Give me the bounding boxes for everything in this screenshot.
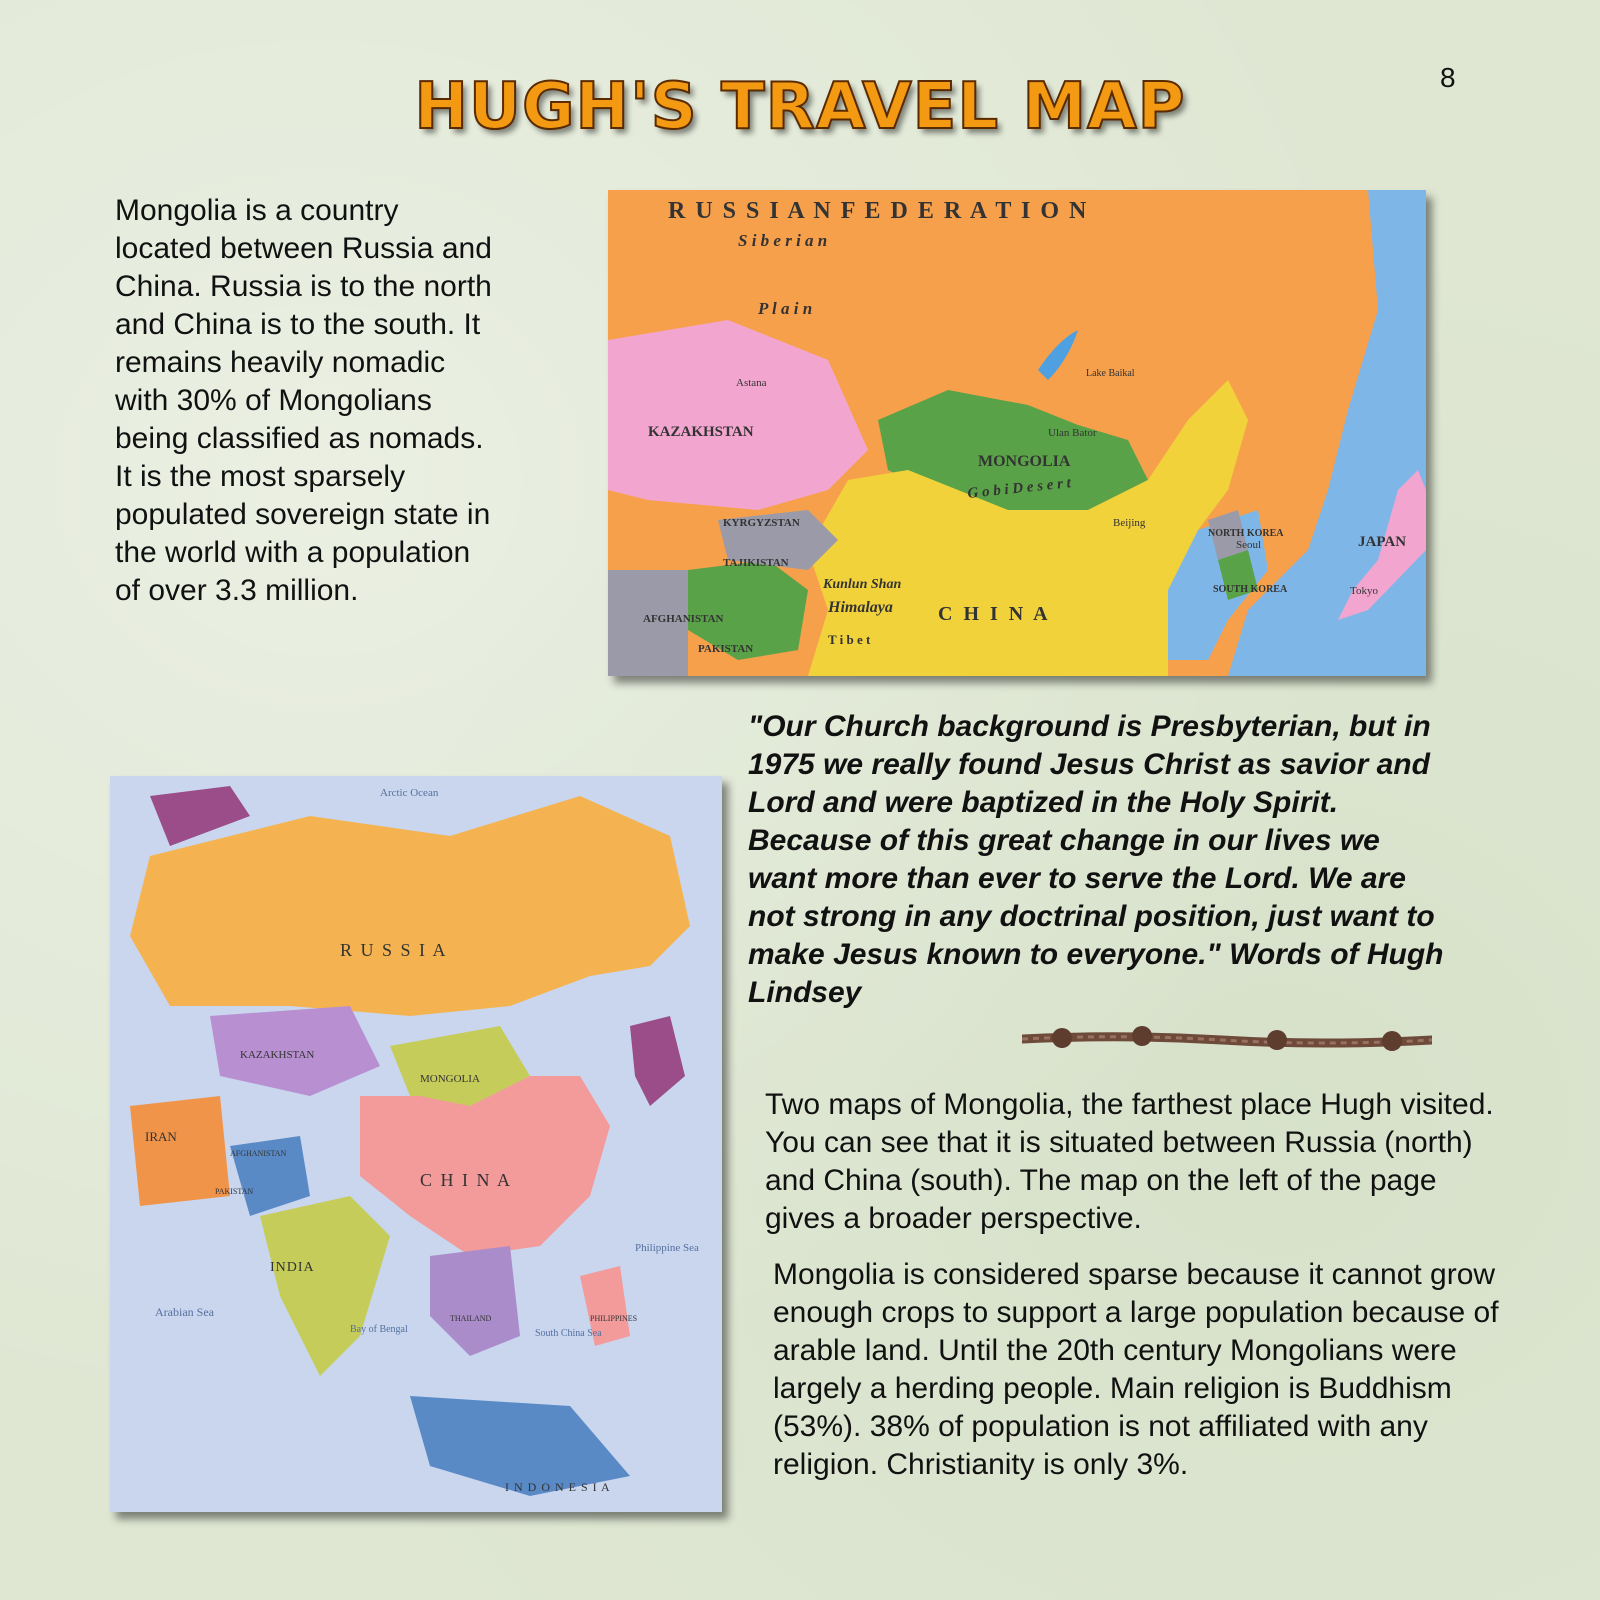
map-top-label-astana: Astana xyxy=(736,377,767,389)
map-left-label-arabian-sea: Arabian Sea xyxy=(155,1305,214,1319)
mongolia-regional-map xyxy=(608,190,1426,676)
map-left-label-mongolia: MONGOLIA xyxy=(420,1073,480,1085)
map-left-label-india: INDIA xyxy=(270,1260,315,1275)
mongolia-regional-map-svg xyxy=(608,190,1426,676)
map-left-label-bay-of-bengal: Bay of Bengal xyxy=(350,1324,408,1335)
map-top-label-mongolia: MONGOLIA xyxy=(978,453,1071,470)
map-left-label-thailand: THAILAND xyxy=(450,1314,492,1323)
map-top-label-pakistan: PAKISTAN xyxy=(698,643,754,655)
map-top-label-tajikistan: TAJIKISTAN xyxy=(723,557,789,569)
map-left-label-pakistan: PAKISTAN xyxy=(215,1187,254,1196)
page-number: 8 xyxy=(1440,62,1456,93)
map-top-label-gobi: G o b i D e s e r t xyxy=(966,475,1072,502)
map-top-label-siberian: S i b e r i a n xyxy=(738,231,828,250)
map-left-label-afghanistan: AFGHANISTAN xyxy=(230,1149,287,1158)
map-left-label-russia: R U S S I A xyxy=(340,940,448,960)
map-top-label-china: C H I N A xyxy=(938,603,1051,625)
map-top-label-tibet: T i b e t xyxy=(828,632,871,647)
map-top-label-russia: R U S S I A N F E D E R A T I O N xyxy=(668,198,1089,224)
hugh-lindsey-quote: "Our Church background is Presbyterian, but in 1975 we really found Jesus Christ as savior and Lord and were baptized in the Holy Spirit. Because of this great change in our lives we want more than ever to serve the Lord. We are not strong in any doctrinal position, just want to make Jesus known to everyone." Words of Hugh Lindsey xyxy=(748,710,1444,1009)
map-top-label-kazakhstan: KAZAKHSTAN xyxy=(648,424,754,440)
map-top-label-lake-baikal: Lake Baikal xyxy=(1086,368,1135,379)
map-top-label-kyrgyzstan: KYRGYZSTAN xyxy=(723,517,800,529)
map-top-label-tokyo: Tokyo xyxy=(1350,585,1378,597)
maps-caption: Two maps of Mongolia, the farthest place Hugh visited. You can see that it is situated between Russia (north) and China (south). The map on the left of the page gives a broader perspective. xyxy=(765,1088,1494,1235)
map-top-label-seoul: Seoul xyxy=(1236,539,1262,551)
map-left-label-kazakhstan: KAZAKHSTAN xyxy=(240,1049,315,1061)
map-top-label-kunlun: Kunlun Shan xyxy=(823,577,902,592)
map-left-label-indonesia: I N D O N E S I A xyxy=(505,1480,611,1494)
asia-overview-map xyxy=(110,776,722,1512)
map-top-label-plain: P l a i n xyxy=(758,299,813,318)
map-top-label-south-korea: SOUTH KOREA xyxy=(1213,584,1288,595)
map-top-label-afghanistan: AFGHANISTAN xyxy=(643,613,724,625)
map-top-label-north-korea: NORTH KOREA xyxy=(1208,528,1284,539)
map-left-label-philippines: PHILIPPINES xyxy=(590,1314,638,1323)
map-top-label-himalaya: Himalaya xyxy=(828,599,893,616)
map-left-label-south-china-sea: South China Sea xyxy=(535,1328,602,1339)
map-left-label-china: C H I N A xyxy=(420,1170,513,1190)
asia-overview-map-svg xyxy=(110,776,722,1512)
map-top-label-japan: JAPAN xyxy=(1358,534,1407,550)
map-top-label-ulan-bator: Ulan Bator xyxy=(1048,427,1097,439)
rope-svg xyxy=(1022,1024,1432,1054)
mongolia-facts-paragraph: Mongolia is considered sparse because it cannot grow enough crops to support a large population because of arable land. Until the 20th century Mongolians were largely a herding people. Main religion is Buddhism (53%). 38% of population is not affiliated with any religion. Christianity is only 3%. xyxy=(773,1258,1499,1481)
rope-divider-icon xyxy=(1022,1024,1432,1054)
map-left-label-philippine-sea: Philippine Sea xyxy=(635,1242,699,1254)
map-top-label-beijing: Beijing xyxy=(1113,517,1146,529)
map-left-label-arctic-ocean: Arctic Ocean xyxy=(380,787,439,799)
intro-paragraph: Mongolia is a country located between Russia and China. Russia is to the north and China is to the south. It remains heavily nomadic with 30% of Mongolians being classified as nomads. It is the most sparsely populated sovereign state in the world with a population of over 3.3 million. xyxy=(115,194,492,607)
page-title: HUGH'S TRAVEL MAP xyxy=(414,70,1186,144)
map-left-label-iran: IRAN xyxy=(145,1129,177,1144)
